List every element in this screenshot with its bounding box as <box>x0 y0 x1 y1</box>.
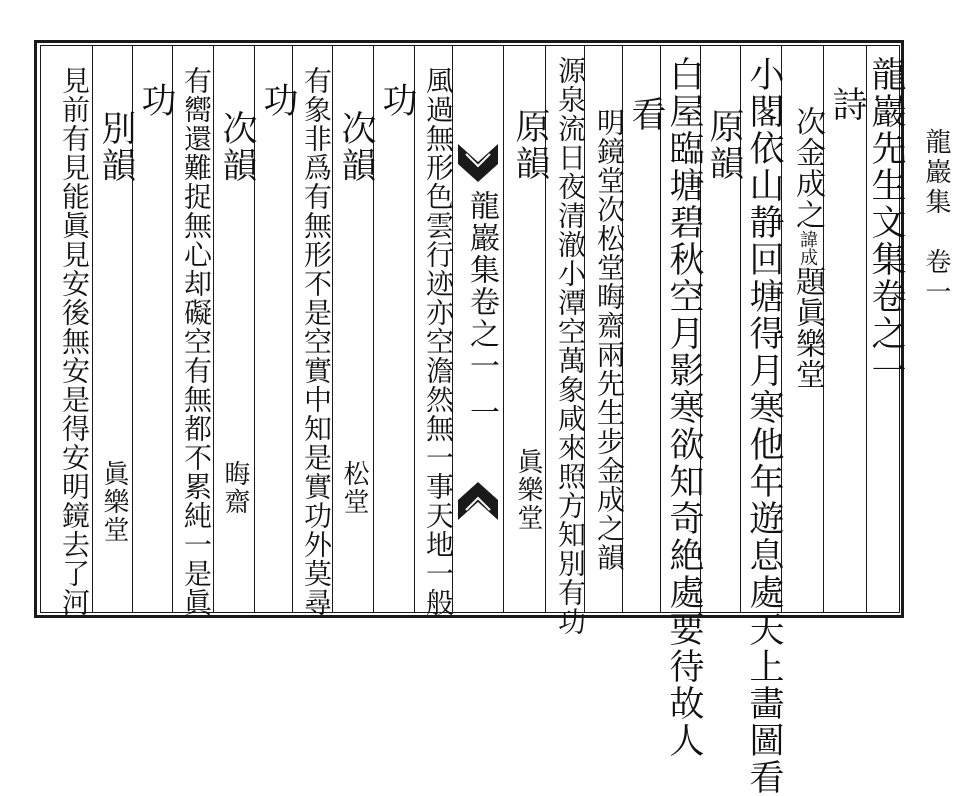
author-name: 眞樂堂 <box>513 448 543 532</box>
poem-line-column: 有嚮還難捉無心却礙空有無都不累純一是眞 <box>180 66 213 617</box>
poem-line-column: 白屋臨塘碧秋空月影寒欲知奇絶處要待故人 <box>664 56 704 759</box>
poem-title-part: 題眞樂堂 <box>790 266 825 390</box>
author-name: 松堂 <box>339 460 369 516</box>
heading-column: 原韻 <box>704 108 744 182</box>
poem-title-column: 明鏡堂次松堂晦齋兩先生步金成之韻 <box>593 108 626 572</box>
poem-line-end-column: 看 <box>626 96 666 133</box>
upper-fish-tail-icon <box>456 140 500 186</box>
author-name: 眞樂堂 <box>99 460 129 544</box>
poem-line-end-column: 功 <box>258 82 298 119</box>
column-rule <box>172 46 173 613</box>
heading-column: 別韻 <box>96 110 136 184</box>
poem-line-column: 源泉流日夜清澈小潭空萬象咸來照方知別有功 <box>554 56 587 636</box>
heading-column: 次韻 <box>336 110 376 184</box>
poem-line-column: 有象非爲有無形不是空實中知是實功外莫尋 <box>300 66 333 617</box>
poem-line-end-column: 功 <box>377 82 417 119</box>
lower-fish-tail-icon <box>456 478 500 524</box>
column-rule <box>414 46 415 613</box>
column-rule <box>292 46 293 613</box>
fold-page-number: 一 <box>470 396 500 431</box>
poem-line-column: 風過無形色雲行迹亦空澹然無一事天地一般 <box>422 66 455 617</box>
poem-title-note: 諱成 <box>797 230 818 266</box>
poem-line-end-column: 功 <box>136 82 176 119</box>
poem-line-column: 小閣依山静回塘得月寒他年遊息處天上畵圖看 <box>744 56 784 796</box>
poem-title-part: 次金成之 <box>790 106 825 230</box>
author-name: 晦齋 <box>220 460 250 516</box>
heading-column: 次韻 <box>217 110 257 184</box>
margin-book-title: 龍巖集 卷一 <box>921 128 951 308</box>
heading-column: 原韻 <box>510 108 550 182</box>
fold-book-title: 龍巖集卷之一 <box>464 190 499 382</box>
poem-line-column: 見前有見能眞見安後無安是得安明鏡去了河 <box>58 66 91 617</box>
genre-heading-column: 詩 <box>827 86 867 123</box>
poem-title-column <box>785 106 829 390</box>
volume-title-column: 龍巖先生文集卷之一 <box>866 56 906 389</box>
